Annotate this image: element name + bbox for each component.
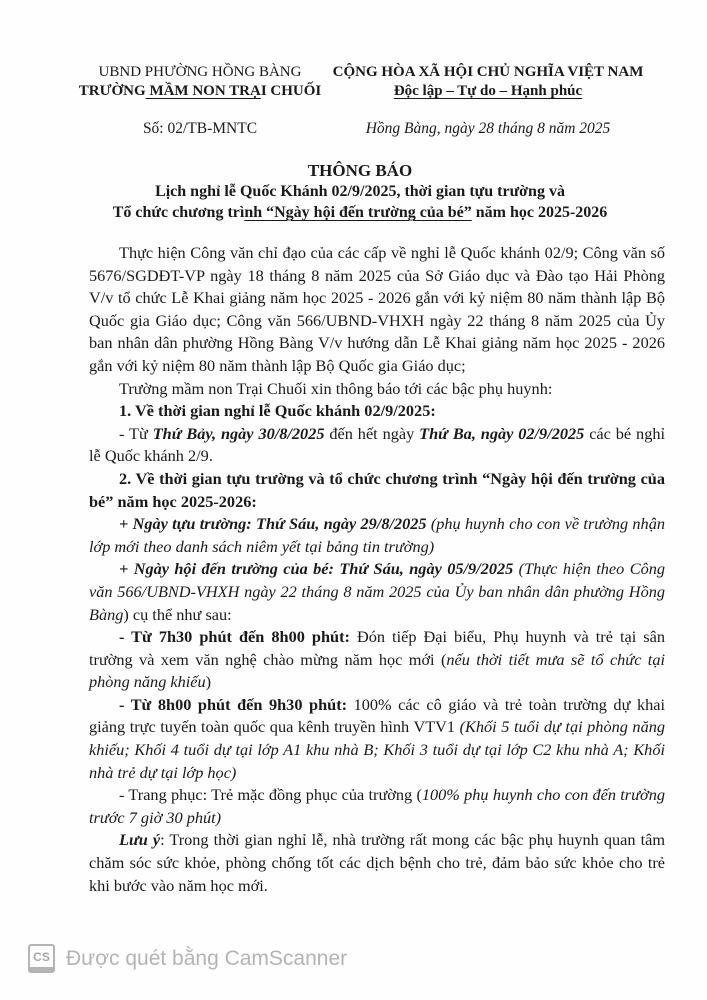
- watermark-text: Được quét bằng CamScanner: [66, 946, 348, 970]
- uniform-item: - Trang phục: Trẻ mặc đồng phục của trường (100% phụ huynh cho con đến trường trước 7 giờ 30 phút): [89, 785, 665, 827]
- announce-paragraph: Trường mầm non Trại Chuối xin thông báo tới các bậc phụ huynh:: [119, 378, 553, 398]
- document-title: [40, 160, 680, 223]
- section2-item1: + Ngày tựu trường: Thứ Sáu, ngày 29/8/2025 (phụ huynh cho con về trường nhận lớp mới theo danh sách niêm yết tại bảng tin trường): [89, 514, 665, 556]
- schedule-item-1: - Từ 7h30 phút đến 8h00 phút: Đón tiếp Đại biểu, Phụ huynh và trẻ tại sân trường và xem văn nghệ chào mừng năm học mới (nếu thời tiết mưa sẽ tổ chức tại phòng năng khiếu): [89, 627, 665, 692]
- motto: Độc lập – Tự do – Hạnh phúc: [393, 83, 583, 99]
- section1-heading: 1. Về thời gian nghỉ lễ Quốc khánh 02/9/2025:: [119, 401, 436, 421]
- document-number: Số: 02/TB-MNTC: [142, 120, 258, 137]
- section2-heading: 2. Về thời gian tựu trường và tổ chức chương trình “Ngày hội đến trường của bé” năm học 2025-2026:: [89, 468, 665, 511]
- schedule-item-2: - Từ 8h00 phút đến 9h30 phút: 100% các cô giáo và trẻ toàn trường dự khai giảng trực tuyến toàn quốc qua kênh truyền hình VTV1 (Khối 5 tuổi dự tại phòng năng khiếu; Khối 4 tuổi dự tại lớp A1 khu nhà B; Khối 3 tuổi dự tại lớp C2 khu nhà A; Khối nhà trẻ dự tại lớp học): [89, 694, 665, 782]
- title-main: THÔNG BÁO: [307, 161, 413, 180]
- authority-line: UBND PHƯỜNG HỒNG BÀNG: [98, 64, 302, 80]
- issuing-authority: [60, 63, 340, 101]
- title-sub2: Tổ chức chương trình “Ngày hội đến trường của bé” năm học 2025-2026: [112, 204, 608, 221]
- country-name: CỘNG HÒA XÃ HỘI CHỦ NGHĨA VIỆT NAM: [332, 64, 644, 80]
- note-paragraph: Lưu ý: Trong thời gian nghỉ lễ, nhà trường rất mong các bậc phụ huynh quan tâm chăm sóc sức khỏe, phòng chống tốt các dịch bệnh cho trẻ, đảm bảo sức khỏe cho trẻ khi bước vào năm học mới.: [89, 830, 665, 895]
- school-name: TRƯỜNG MẦM NON TRẠI CHUỐI: [78, 83, 322, 99]
- document-body: [89, 242, 665, 897]
- section2-item2: + Ngày hội đến trường của bé: Thứ Sáu, ngày 05/9/2025 (Thực hiện theo Công văn 566/UBND-VHXH ngày 22 tháng 8 năm 2025 của Ủy ban nhân dân phường Hồng Bàng) cụ thể như sau:: [89, 559, 665, 624]
- title-sub1: Lịch nghỉ lễ Quốc Khánh 02/9/2025, thời gian tựu trường và: [155, 183, 565, 200]
- intro-paragraph: Thực hiện Công văn chỉ đạo của các cấp về nghỉ lễ Quốc khánh 02/9; Công văn số 5676/SGDĐT-VP ngày 18 tháng 8 năm 2025 của Sở Giáo dục và Đào tạo Hải Phòng V/v tổ chức Lễ Khai giảng năm học 2025 - 2026 gắn với kỷ niệm 80 năm thành lập Bộ Quốc gia Giáo dục; Công văn 566/UBND-VHXH ngày 22 tháng 8 năm 2025 của Ủy ban nhân dân phường Hồng Bàng V/v hướng dẫn Lễ Khai giảng năm học 2025 - 2026 gắn với kỷ niệm 80 năm thành lập Bộ Quốc gia Giáo dục;: [89, 243, 665, 375]
- camscanner-logo-icon: CS: [28, 944, 55, 973]
- camscanner-watermark: [28, 944, 347, 973]
- section1-paragraph: - Từ Thứ Bảy, ngày 30/8/2025 đến hết ngày Thứ Ba, ngày 02/9/2025 các bé nghỉ lễ Quốc khánh 2/9.: [89, 423, 666, 466]
- document-date: Hồng Bàng, ngày 28 tháng 8 năm 2025: [365, 120, 611, 137]
- national-motto: [318, 63, 658, 101]
